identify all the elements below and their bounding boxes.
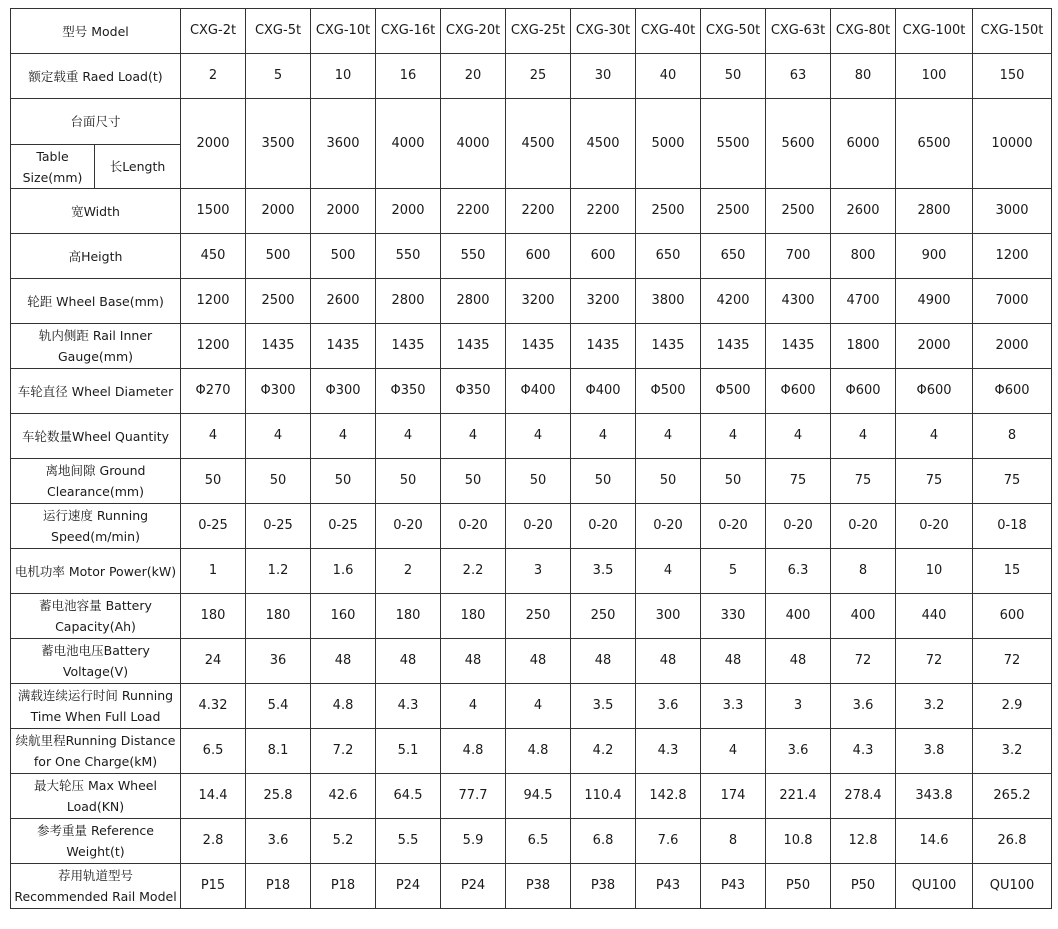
value-cell: 2800 [376, 279, 441, 324]
row-label: 参考重量 Reference Weight(t) [11, 819, 181, 864]
value-cell: 72 [896, 639, 973, 684]
model-cell: CXG-2t [181, 9, 246, 54]
value-cell: 174 [701, 774, 766, 819]
value-cell: P50 [766, 864, 831, 909]
value-cell: 3.5 [571, 549, 636, 594]
value-cell: 1500 [181, 189, 246, 234]
value-cell: 440 [896, 594, 973, 639]
value-cell: P43 [636, 864, 701, 909]
value-cell: 100 [896, 54, 973, 99]
value-cell: 10000 [973, 99, 1052, 189]
value-cell: 3000 [973, 189, 1052, 234]
value-cell: 1435 [441, 324, 506, 369]
value-cell: Φ600 [973, 369, 1052, 414]
value-cell: P43 [701, 864, 766, 909]
value-cell: 4 [441, 684, 506, 729]
table-size-sub-label: Table Size(mm) [11, 145, 95, 189]
value-cell: 7.6 [636, 819, 701, 864]
value-cell: 1435 [311, 324, 376, 369]
value-cell: 3.5 [571, 684, 636, 729]
value-cell: 4 [506, 414, 571, 459]
row-label: 车轮数量Wheel Quantity [11, 414, 181, 459]
value-cell: 6000 [831, 99, 896, 189]
value-cell: 2200 [441, 189, 506, 234]
model-row [11, 9, 1052, 54]
value-cell: 14.6 [896, 819, 973, 864]
value-cell: 4.8 [311, 684, 376, 729]
value-cell: Φ270 [181, 369, 246, 414]
value-cell: 50 [181, 459, 246, 504]
table-row [11, 594, 1052, 639]
row-label: 最大轮压 Max Wheel Load(KN) [11, 774, 181, 819]
value-cell: 48 [701, 639, 766, 684]
value-cell: 4.3 [376, 684, 441, 729]
table-size-row [11, 99, 1052, 145]
row-label: 轮距 Wheel Base(mm) [11, 279, 181, 324]
value-cell: 400 [831, 594, 896, 639]
value-cell: 4500 [506, 99, 571, 189]
value-cell: 25 [506, 54, 571, 99]
row-label: 型号 Model [11, 9, 181, 54]
table-row [11, 504, 1052, 549]
value-cell: 48 [571, 639, 636, 684]
value-cell: P24 [376, 864, 441, 909]
model-cell: CXG-63t [766, 9, 831, 54]
value-cell: 0-20 [766, 504, 831, 549]
value-cell: P15 [181, 864, 246, 909]
value-cell: 48 [376, 639, 441, 684]
value-cell: P38 [571, 864, 636, 909]
table-row [11, 234, 1052, 279]
value-cell: 3200 [506, 279, 571, 324]
value-cell: 2000 [181, 99, 246, 189]
value-cell: 2600 [831, 189, 896, 234]
value-cell: 650 [636, 234, 701, 279]
value-cell: 1.6 [311, 549, 376, 594]
value-cell: 4 [571, 414, 636, 459]
value-cell: P24 [441, 864, 506, 909]
value-cell: 142.8 [636, 774, 701, 819]
value-cell: 2800 [441, 279, 506, 324]
value-cell: 2.8 [181, 819, 246, 864]
value-cell: 550 [376, 234, 441, 279]
value-cell: Φ350 [441, 369, 506, 414]
value-cell: 0-20 [636, 504, 701, 549]
value-cell: P18 [311, 864, 376, 909]
value-cell: 0-20 [831, 504, 896, 549]
value-cell: 20 [441, 54, 506, 99]
value-cell: 3.2 [896, 684, 973, 729]
value-cell: 3.6 [766, 729, 831, 774]
value-cell: 5.9 [441, 819, 506, 864]
value-cell: 25.8 [246, 774, 311, 819]
table-row [11, 729, 1052, 774]
value-cell: 15 [973, 549, 1052, 594]
value-cell: 50 [246, 459, 311, 504]
value-cell: P38 [506, 864, 571, 909]
table-row [11, 639, 1052, 684]
value-cell: 3 [766, 684, 831, 729]
value-cell: 2000 [311, 189, 376, 234]
value-cell: 24 [181, 639, 246, 684]
table-row [11, 774, 1052, 819]
value-cell: 8 [831, 549, 896, 594]
row-label: 续航里程Running Distance for One Charge(kM) [11, 729, 181, 774]
value-cell: Φ400 [506, 369, 571, 414]
value-cell: 4700 [831, 279, 896, 324]
value-cell: 6.3 [766, 549, 831, 594]
value-cell: 0-20 [701, 504, 766, 549]
value-cell: 5.4 [246, 684, 311, 729]
value-cell: 3.2 [973, 729, 1052, 774]
table-row [11, 189, 1052, 234]
value-cell: 150 [973, 54, 1052, 99]
table-row [11, 459, 1052, 504]
value-cell: 4 [441, 414, 506, 459]
value-cell: 600 [973, 594, 1052, 639]
value-cell: 3.6 [246, 819, 311, 864]
value-cell: 10 [896, 549, 973, 594]
value-cell: 278.4 [831, 774, 896, 819]
value-cell: 48 [441, 639, 506, 684]
value-cell: Φ600 [766, 369, 831, 414]
value-cell: Φ300 [311, 369, 376, 414]
value-cell: 64.5 [376, 774, 441, 819]
value-cell: 48 [506, 639, 571, 684]
value-cell: 221.4 [766, 774, 831, 819]
value-cell: 80 [831, 54, 896, 99]
value-cell: 180 [181, 594, 246, 639]
value-cell: 2200 [506, 189, 571, 234]
value-cell: 7.2 [311, 729, 376, 774]
value-cell: 40 [636, 54, 701, 99]
value-cell: 330 [701, 594, 766, 639]
spec-table-body [11, 9, 1052, 909]
value-cell: 0-20 [506, 504, 571, 549]
row-label: 蓄电池电压Battery Voltage(V) [11, 639, 181, 684]
value-cell: 4 [636, 549, 701, 594]
model-cell: CXG-80t [831, 9, 896, 54]
value-cell: 48 [766, 639, 831, 684]
value-cell: 4 [506, 684, 571, 729]
value-cell: 4000 [441, 99, 506, 189]
value-cell: 50 [571, 459, 636, 504]
value-cell: 250 [571, 594, 636, 639]
value-cell: 343.8 [896, 774, 973, 819]
value-cell: 0-20 [896, 504, 973, 549]
value-cell: 400 [766, 594, 831, 639]
value-cell: 4.32 [181, 684, 246, 729]
value-cell: 4 [311, 414, 376, 459]
value-cell: 1200 [181, 324, 246, 369]
value-cell: 4 [376, 414, 441, 459]
table-row [11, 819, 1052, 864]
value-cell: 6.8 [571, 819, 636, 864]
value-cell: 4.8 [441, 729, 506, 774]
value-cell: 3600 [311, 99, 376, 189]
value-cell: 3.6 [831, 684, 896, 729]
value-cell: 2.2 [441, 549, 506, 594]
value-cell: Φ600 [896, 369, 973, 414]
value-cell: 1435 [571, 324, 636, 369]
value-cell: 4.3 [831, 729, 896, 774]
value-cell: 2000 [246, 189, 311, 234]
value-cell: 2000 [973, 324, 1052, 369]
value-cell: 2000 [376, 189, 441, 234]
value-cell: 8 [973, 414, 1052, 459]
value-cell: P50 [831, 864, 896, 909]
value-cell: 7000 [973, 279, 1052, 324]
value-cell: 72 [831, 639, 896, 684]
value-cell: 2.9 [973, 684, 1052, 729]
value-cell: 14.4 [181, 774, 246, 819]
value-cell: 4 [766, 414, 831, 459]
value-cell: 5.2 [311, 819, 376, 864]
value-cell: 450 [181, 234, 246, 279]
value-cell: 4 [181, 414, 246, 459]
value-cell: 3800 [636, 279, 701, 324]
value-cell: 1200 [973, 234, 1052, 279]
length-label: 长Length [95, 145, 181, 189]
value-cell: 1435 [376, 324, 441, 369]
value-cell: 4 [896, 414, 973, 459]
value-cell: 4500 [571, 99, 636, 189]
value-cell: 800 [831, 234, 896, 279]
value-cell: 77.7 [441, 774, 506, 819]
model-cell: CXG-25t [506, 9, 571, 54]
model-cell: CXG-100t [896, 9, 973, 54]
row-label: 额定载重 Raed Load(t) [11, 54, 181, 99]
value-cell: 600 [506, 234, 571, 279]
value-cell: 4300 [766, 279, 831, 324]
value-cell: 0-25 [181, 504, 246, 549]
row-label: 电机功率 Motor Power(kW) [11, 549, 181, 594]
value-cell: 3500 [246, 99, 311, 189]
value-cell: 0-25 [246, 504, 311, 549]
value-cell: 75 [766, 459, 831, 504]
value-cell: 4.3 [636, 729, 701, 774]
value-cell: 180 [441, 594, 506, 639]
value-cell: 700 [766, 234, 831, 279]
value-cell: 8.1 [246, 729, 311, 774]
value-cell: 900 [896, 234, 973, 279]
value-cell: 4900 [896, 279, 973, 324]
value-cell: 4 [701, 414, 766, 459]
value-cell: 6.5 [506, 819, 571, 864]
value-cell: 2800 [896, 189, 973, 234]
row-label: 宽Width [11, 189, 181, 234]
value-cell: 500 [311, 234, 376, 279]
value-cell: 0-20 [376, 504, 441, 549]
value-cell: 16 [376, 54, 441, 99]
value-cell: 5.1 [376, 729, 441, 774]
value-cell: 4 [701, 729, 766, 774]
value-cell: 1435 [506, 324, 571, 369]
value-cell: 2500 [701, 189, 766, 234]
value-cell: QU100 [896, 864, 973, 909]
table-size-label: 台面尺寸 [11, 99, 181, 145]
value-cell: 50 [506, 459, 571, 504]
value-cell: 63 [766, 54, 831, 99]
value-cell: 0-20 [571, 504, 636, 549]
value-cell: 3200 [571, 279, 636, 324]
value-cell: 300 [636, 594, 701, 639]
row-label: 蓄电池容量 Battery Capacity(Ah) [11, 594, 181, 639]
table-row [11, 324, 1052, 369]
value-cell: 4.2 [571, 729, 636, 774]
model-cell: CXG-40t [636, 9, 701, 54]
value-cell: 2600 [311, 279, 376, 324]
value-cell: 0-20 [441, 504, 506, 549]
value-cell: 5500 [701, 99, 766, 189]
value-cell: 72 [973, 639, 1052, 684]
value-cell: 75 [896, 459, 973, 504]
table-row [11, 864, 1052, 909]
value-cell: 0-18 [973, 504, 1052, 549]
value-cell: 50 [701, 54, 766, 99]
value-cell: 4200 [701, 279, 766, 324]
value-cell: Φ500 [636, 369, 701, 414]
value-cell: 250 [506, 594, 571, 639]
model-cell: CXG-10t [311, 9, 376, 54]
value-cell: 0-25 [311, 504, 376, 549]
model-cell: CXG-5t [246, 9, 311, 54]
row-label: 运行速度 Running Speed(m/min) [11, 504, 181, 549]
value-cell: 2500 [636, 189, 701, 234]
value-cell: 550 [441, 234, 506, 279]
table-row [11, 684, 1052, 729]
value-cell: 10.8 [766, 819, 831, 864]
value-cell: 50 [701, 459, 766, 504]
value-cell: 3.6 [636, 684, 701, 729]
value-cell: 4.8 [506, 729, 571, 774]
value-cell: QU100 [973, 864, 1052, 909]
value-cell: 1435 [246, 324, 311, 369]
value-cell: 180 [376, 594, 441, 639]
value-cell: 36 [246, 639, 311, 684]
value-cell: 5.5 [376, 819, 441, 864]
value-cell: 1435 [701, 324, 766, 369]
model-cell: CXG-30t [571, 9, 636, 54]
value-cell: 50 [636, 459, 701, 504]
value-cell: 3 [506, 549, 571, 594]
value-cell: 50 [441, 459, 506, 504]
value-cell: 180 [246, 594, 311, 639]
value-cell: 1200 [181, 279, 246, 324]
row-label: 离地间隙 Ground Clearance(mm) [11, 459, 181, 504]
value-cell: Φ500 [701, 369, 766, 414]
value-cell: 50 [311, 459, 376, 504]
value-cell: 8 [701, 819, 766, 864]
value-cell: 26.8 [973, 819, 1052, 864]
value-cell: 75 [973, 459, 1052, 504]
value-cell: 48 [636, 639, 701, 684]
value-cell: 2 [376, 549, 441, 594]
value-cell: 10 [311, 54, 376, 99]
value-cell: 5000 [636, 99, 701, 189]
spec-table [10, 8, 1052, 909]
row-label: 满载连续运行时间 Running Time When Full Load [11, 684, 181, 729]
value-cell: Φ600 [831, 369, 896, 414]
table-row [11, 414, 1052, 459]
value-cell: 3.3 [701, 684, 766, 729]
value-cell: 1800 [831, 324, 896, 369]
table-row [11, 279, 1052, 324]
value-cell: 500 [246, 234, 311, 279]
value-cell: 12.8 [831, 819, 896, 864]
value-cell: 4 [246, 414, 311, 459]
value-cell: 6500 [896, 99, 973, 189]
value-cell: 75 [831, 459, 896, 504]
value-cell: P18 [246, 864, 311, 909]
value-cell: 4 [636, 414, 701, 459]
value-cell: 42.6 [311, 774, 376, 819]
model-cell: CXG-150t [973, 9, 1052, 54]
value-cell: Φ300 [246, 369, 311, 414]
row-label: 车轮直径 Wheel Diameter [11, 369, 181, 414]
value-cell: 6.5 [181, 729, 246, 774]
value-cell: 48 [311, 639, 376, 684]
value-cell: 94.5 [506, 774, 571, 819]
value-cell: 3.8 [896, 729, 973, 774]
value-cell: Φ350 [376, 369, 441, 414]
value-cell: 2200 [571, 189, 636, 234]
model-cell: CXG-16t [376, 9, 441, 54]
value-cell: 265.2 [973, 774, 1052, 819]
value-cell: 600 [571, 234, 636, 279]
row-label: 轨内侧距 Rail Inner Gauge(mm) [11, 324, 181, 369]
value-cell: 1 [181, 549, 246, 594]
model-cell: CXG-20t [441, 9, 506, 54]
value-cell: 4000 [376, 99, 441, 189]
model-cell: CXG-50t [701, 9, 766, 54]
value-cell: 160 [311, 594, 376, 639]
rated-load-row [11, 54, 1052, 99]
value-cell: 2500 [246, 279, 311, 324]
table-row [11, 549, 1052, 594]
value-cell: 2500 [766, 189, 831, 234]
value-cell: 1435 [766, 324, 831, 369]
value-cell: 5 [701, 549, 766, 594]
value-cell: 5 [246, 54, 311, 99]
value-cell: 2000 [896, 324, 973, 369]
value-cell: 1435 [636, 324, 701, 369]
row-label: 高Heigth [11, 234, 181, 279]
value-cell: 50 [376, 459, 441, 504]
table-row [11, 369, 1052, 414]
row-label: 荐用轨道型号 Recommended Rail Model [11, 864, 181, 909]
value-cell: 4 [831, 414, 896, 459]
value-cell: 5600 [766, 99, 831, 189]
value-cell: 30 [571, 54, 636, 99]
value-cell: 2 [181, 54, 246, 99]
value-cell: 1.2 [246, 549, 311, 594]
value-cell: 650 [701, 234, 766, 279]
value-cell: Φ400 [571, 369, 636, 414]
value-cell: 110.4 [571, 774, 636, 819]
